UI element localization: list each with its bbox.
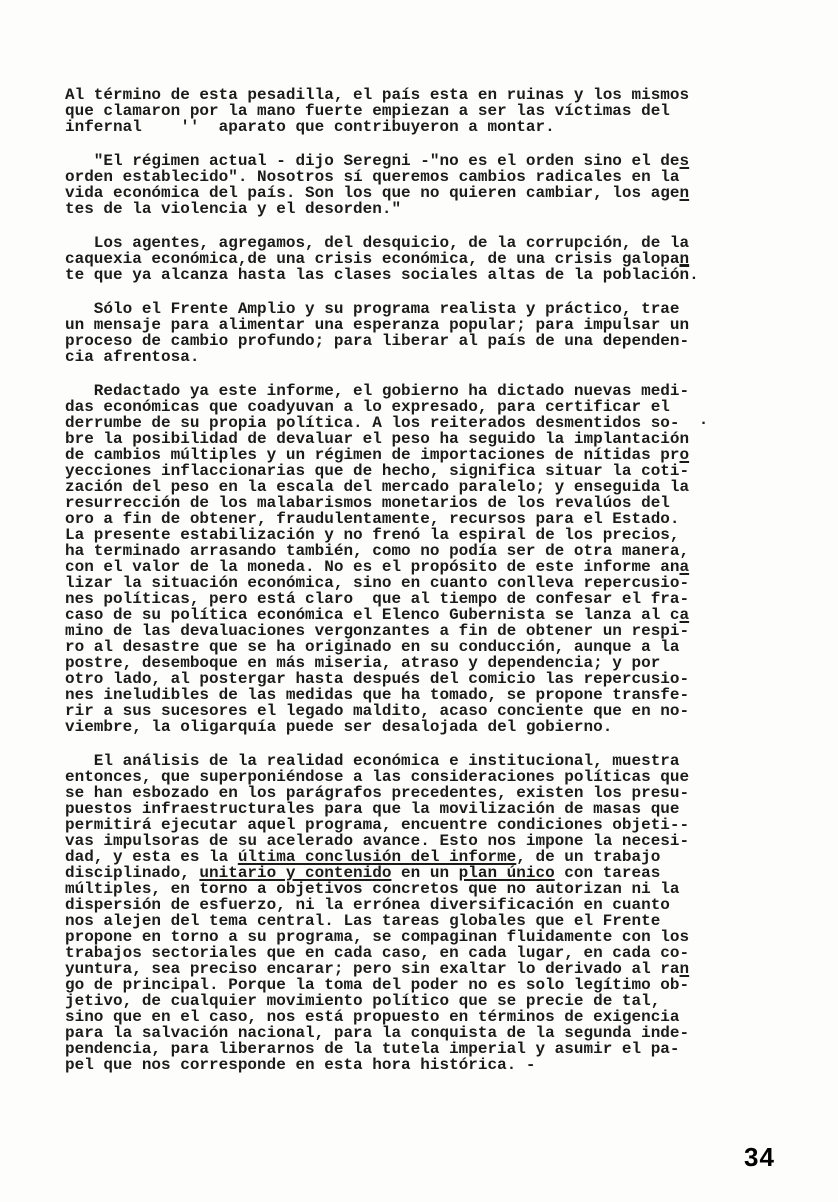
text-line: postre, desemboque en más miseria, atraso y dependencia; y por [65,654,661,672]
text-line: Redactado ya este informe, el gobierno ha dictado nuevas medi- [65,382,690,400]
text-line: caso de su política económica el Elenco Gubernista se lanza al ca [65,606,690,624]
text-line: pel que nos corresponde en esta hora histórica. - [65,1056,536,1074]
text-line: resurrección de los malabarismos monetarios de los revalúos del [65,494,670,512]
paragraph [65,87,725,135]
paragraph [65,753,725,1073]
text-line: te que ya alcanza hasta las clases sociales altas de la $població\overline{n}$. [65,266,699,284]
text-line: mino de las devaluaciones vergonzantes a fin de obtener un respi- [65,622,690,640]
text-line: Sólo el Frente Amplio y su programa realista y práctico, trae [65,300,680,318]
text-line: entonces, que superponiéndose a las consideraciones políticas que [65,768,690,786]
text-line: zación del peso en la escala del mercado paralelo; y enseguida la [65,478,690,496]
underlined-text: s [679,152,690,170]
text-line: para la salvación nacional, para la conquista de la segunda inde- [65,1024,690,1042]
underlined-text: o [679,446,690,464]
text-line: go de principal. Porque la toma del poder no es solo legítimo ob- [65,976,690,994]
text-line: un mensaje para alimentar una esperanza popular; para impulsar un [65,316,690,334]
paragraph [65,301,725,365]
text-line: Al término de esta pesadilla, el país esta en ruinas y los mismos [65,86,690,104]
text-line: de cambios múltiples y un régimen de importaciones de nítidas pro [65,446,690,464]
text-line: nes ineludibles de las medidas que ha tomado, se propone transfe- [65,686,690,704]
text-line: nos alejen del tema central. Las tareas globales que el Frente [65,912,661,930]
underlined-text: n [679,960,690,978]
text-line: yecciones inflaccionarias que de hecho, significa situar la coti- [65,462,690,480]
text-line: infernal '' aparato que contribuyeron a montar. [65,118,555,136]
paragraph [65,235,725,283]
text-line: proceso de cambio profundo; para liberar al país de una dependen- [65,332,690,350]
text-line: vida económica del país. Son los que no quieren cambiar, los agen [65,184,690,202]
text-line: permitirá ejecutar aquel programa, encuentre condiciones objeti-- [65,816,690,834]
text-line: "El régimen actual - dijo Seregni -"no es el orden sino el des [65,152,690,170]
text-line: tes de la violencia y el desorden." [65,200,402,218]
text-line: ha terminado arrasando también, como no podía ser de otra manera, [65,542,690,560]
underlined-text: n [679,184,690,202]
underlined-text: plan único [458,864,555,882]
text-line: oro a fin de obtener, fraudulentamente, recursos para el Estado. [65,510,680,528]
text-line: con el valor de la moneda. No es el propósito de este informe ana [65,558,690,576]
text-line: vas impulsoras de su acelerado avance. Esto nos impone la necesi- [65,832,690,850]
text-line: propone en torno a su programa, se compaginan fluidamente con los [65,928,690,946]
overlined-text: $\overline{n}$ [679,266,690,284]
text-line: orden establecido". Nosotros sí queremos cambios radicales en la [65,168,680,186]
underlined-text: última conclusión del informe [237,848,517,866]
text-line: jetivo, de cualquier movimiento político que se precie de tal, [65,992,661,1010]
text-line: múltiples, en torno a objetivos concretos que no autorizan ni la [65,880,680,898]
text-line: puestos infraestructurales para que la movilización de masas que [65,800,680,818]
text-line: El análisis de la realidad económica e institucional, muestra [65,752,680,770]
text-line: derrumbe de su propia política. A los reiterados desmentidos so- · [65,414,709,432]
text-line: que clamaron por la mano fuerte empiezan a ser las víctimas del [65,102,670,120]
paragraph [65,153,725,217]
text-line: lizar la situación económica, sino en cuanto conlleva repercusio- [65,574,690,592]
paragraph [65,383,725,735]
text-line: rir a sus sucesores el legado maldito, acaso conciente que en no- [65,702,690,720]
text-line: se han esbozado en los parágrafos precedentes, existen los presu- [65,784,690,802]
text-line: ro al desastre que se ha originado en su conducción, aunque a la [65,638,680,656]
text-line: sino que en el caso, nos está propuesto en términos de exigencia [65,1008,680,1026]
text-line: otro lado, al postergar hasta después del comicio las repercusio- [65,670,690,688]
text-line: pendencia, para liberarnos de la tutela imperial y asumir el pa- [65,1040,680,1058]
text-line: yuntura, sea preciso encarar; pero sin exaltar lo derivado al ran [65,960,690,978]
text-line: Los agentes, agregamos, del desquicio, de la corrupción, de la [65,234,690,252]
text-line: bre la posibilidad de devaluar el peso ha seguido la implantación [65,430,690,448]
underlined-text: a [679,606,690,624]
text-line: viembre, la oligarquía puede ser desalojada del gobierno. [65,718,613,736]
text-line: caquexia económica,de una crisis económica, de una crisis galopan [65,250,690,268]
text-line: nes políticas, pero está claro que al tiempo de confesar el fra- [65,590,690,608]
page-number: 34 [744,1142,775,1172]
underlined-text: n [679,250,690,268]
text-line: La presente estabilización y no frenó la espiral de los precios, [65,526,680,544]
text-line: dad, y esta es la última conclusión del informe, de un trabajo [65,848,661,866]
text-line: trabajos sectoriales que en cada caso, en cada lugar, en cada co- [65,944,690,962]
text-line: dispersión de esfuerzo, ni la errónea diversificación en cuanto [65,896,670,914]
document-text [65,87,725,1091]
underlined-text: unitario y contenido [199,864,392,882]
text-line: das económicas que coadyuvan a lo expresado, para certificar el [65,398,670,416]
text-line: disciplinado, unitario y contenido en un plan único con tareas [65,864,661,882]
text-line: cia afrentosa. [65,348,200,366]
underlined-text: a [679,558,690,576]
